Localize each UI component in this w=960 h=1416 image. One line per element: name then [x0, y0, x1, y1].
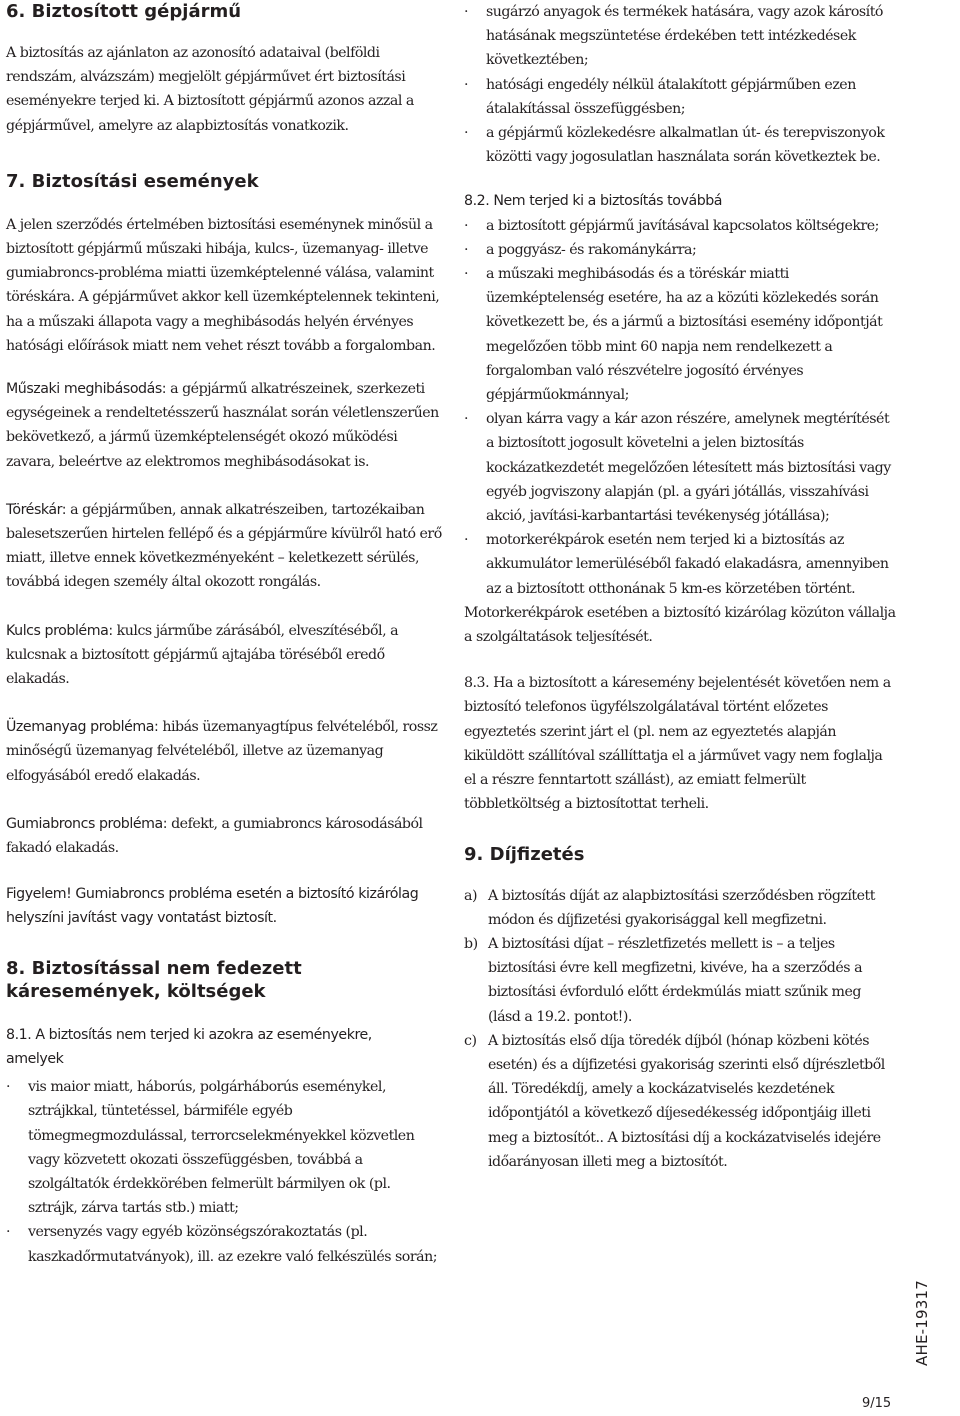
section-8-2-title: 8.2. Nem terjed ki a biztosítás továbbá [464, 193, 723, 210]
section-7-title: 7. Biztosítási események [6, 170, 259, 192]
definition-label: Kulcs probléma: [6, 622, 113, 639]
list-item [464, 528, 896, 601]
bullet-icon: · [464, 266, 469, 283]
list-item-text: sugárzó anyagok és termékek hatására, vagy azok károsító hatásának megszüntetése érdekében tett intézkedések következtében; [486, 4, 883, 69]
list-item-text: versenyzés vagy egyéb közönségszórakoztatás (pl. kaszkadőrmutatványok), ill. az ezekre való felkészülés során; [28, 1224, 438, 1265]
list-item-text: motorkerékpárok esetén nem terjed ki a biztosítás az akkumulátor lemerüléséből fakadó elakadásra, amennyiben az a biztosított otthonának 5 km-es körzetében történt. [486, 532, 889, 597]
page-number: 9/15 [862, 1396, 892, 1411]
list-item-text: a poggyász- és rakománykárra; [486, 241, 697, 258]
list-marker: c) [464, 1032, 477, 1049]
section-9-title: 9. Díjfizetés [464, 843, 585, 865]
bullet-icon: · [6, 1224, 11, 1241]
document-code: AHE-19317 [913, 1280, 931, 1366]
list-item [464, 884, 896, 932]
definition-label: Gumiabroncs probléma: [6, 815, 168, 832]
bullet-icon: · [464, 411, 469, 428]
list-item-text: A biztosítási díjat – részletfizetés mellett is – a teljes biztosítási évre kell megfizetni, kivéve, ha a szerződés a biztosítási évforduló előtt érdekmúlás miatt szűnik meg (lásd a 19.2. pontot!). [488, 935, 863, 1025]
list-item-text: hatósági engedély nélkül átalakított gépjárműben ezen átalakítással összefüggésben; [486, 76, 856, 117]
list-item [464, 121, 896, 169]
definition-text: kulcs járműbe zárásából, elveszítéséből, a kulcsnak a biztosított gépjármű ajtajába töréséből eredő elakadás. [6, 622, 399, 688]
list-item [464, 1029, 896, 1174]
definition-label: Műszaki meghibásodás: [6, 381, 167, 398]
bullet-icon: · [464, 241, 469, 258]
bullet-icon: · [464, 217, 469, 234]
section-8-3: 8.3. Ha a biztosított a káresemény bejelentését követően nem a biztosító telefonos ügyfélszolgálatával történt előzetes egyeztetés szerint járt el (pl. nem az egyeztetés alapján kiküldött szállítóval szállíttatja el a járművet vagy nem foglalja el a részre fenntartott szállást), az emiatt felmerült többletköltség a biztosítottat terheli. [464, 675, 891, 813]
definition-breakage [6, 498, 442, 595]
list-item [464, 932, 896, 1029]
list-item [6, 1220, 442, 1268]
section-6-body: A biztosítás az ajánlaton az azonosító adataival (belföldi rendszám, alvázszám) megjelölt gépjárművet ért biztosítási eseményekre terjed ki. A biztosított gépjármű azonos azzal a gépjárművel, amelyre az alapbiztosítás vonatkozik. [6, 45, 414, 134]
definition-label: Töréskár: [6, 501, 67, 518]
definition-text: hibás üzemanyagtípus felvételéből, rossz minőségű üzemanyag felvételéből, illetve az üzemanyag elfogyásából eredő elakadás. [6, 719, 438, 784]
bullet-icon: · [464, 4, 469, 20]
list-item-text: a gépjármű közlekedésre alkalmatlan út- és terepviszonyok közötti vagy jogosulatlan használata során következtek be. [486, 125, 885, 166]
section-6-title: 6. Biztosított gépjármű [6, 1, 242, 22]
section-7-intro: A jelen szerződés értelmében biztosítási eseménynek minősül a biztosított gépjármű műszaki hibája, kulcs-, üzemanyag- illetve gumiabroncs-probléma miatti üzemképtelenné válása, valamint töréskára. A gépjárművet akkor kell üzemképtelennek tekinteni, ha a műszaki állapota vagy a meghibásodás helyén érvényes hatósági előírások miatt nem vehet részt tovább a forgalomban. [6, 216, 440, 354]
list-item-text: vis maior miatt, háborús, polgárháborús eseménykel, sztrájkkal, tüntetéssel, bármiféle egyéb tömegmegmozdulással, terrorcselekményekkel közvetlen vagy közvetett okozati összefüggésben, továbbá a szolgáltatók érdekkörében felmerült bármilyen ok (pl. sztrájk, zárva tartás stb.) miatt; [28, 1079, 415, 1217]
list-item-text: A biztosítás első díja töredék díjból (hónap közbeni kötés esetén) és a díjfizetési gyakoriság szerinti első díjrészletből áll. Töredékdíj, amely a kockázatviselés kezdetének időpontjától a következő díjesedékesség időpontjáig illeti meg a biztosítót.. A biztosítási díj a kockázatviselés idejére időarányosan illeti meg a biztosítót. [488, 1032, 885, 1170]
list-item-text: a műszaki meghibásodás és a töréskár miatti üzemképtelenség esetére, ha az a közúti közlekedés során következett be, és a jármű a biztosítási esemény időpontját megelőzően több mint 60 napja nem rendelkezett a forgalomban való részvételre jogosító érvényes gépjárműokmánnyal; [486, 266, 883, 404]
list-item [464, 407, 896, 528]
bullet-icon: · [464, 125, 469, 142]
definition-key-problem [6, 619, 442, 692]
definition-text: a gépjárműben, annak alkatrészeiben, tartozékaiban balesetszerűen hirtelen fellépő és a gépjárműre kívülről ható erő miatt, illetve ennek következményeként – keletkezett sérülés, továbbá idegen személy által okozott rongálás. [6, 501, 442, 591]
definition-technical-fault [6, 377, 442, 474]
list-item-text: A biztosítás díját az alapbiztosítási szerződésben rögzített módon és díjfizetési gyakorisággal kell megfizetni. [488, 887, 875, 928]
bullet-icon: · [464, 76, 469, 93]
definition-tyre-problem [6, 812, 442, 860]
definition-text: defekt, a gumiabroncs károsodásából fakadó elakadás. [6, 815, 423, 857]
list-item [464, 73, 896, 121]
section-8-2-note: Motorkerékpárok esetében a biztosító kizárólag közúton vállalja a szolgáltatások teljesítését. [464, 604, 896, 646]
list-item [6, 1075, 442, 1220]
list-item [464, 238, 896, 262]
definition-fuel-problem [6, 715, 442, 788]
section-8-1-title: 8.1. A biztosítás nem terjed ki azokra az eseményekre, amelyek [6, 1026, 372, 1067]
section-8-title: 8. Biztosítással nem fedezett káresemények, költségek [6, 957, 302, 1002]
right-column [464, 0, 896, 1174]
list-item-text: a biztosított gépjármű javításával kapcsolatos költségekre; [486, 217, 879, 234]
bullet-icon: · [464, 532, 469, 549]
list-marker: b) [464, 935, 478, 952]
bullet-icon: · [6, 1079, 11, 1096]
left-column [6, 0, 442, 1269]
tyre-warning: Figyelem! Gumiabroncs probléma esetén a biztosító kizárólag helyszíni javítást vagy vontatást biztosít. [6, 886, 419, 927]
list-item [464, 0, 896, 73]
list-item [464, 262, 896, 407]
list-item-text: olyan kárra vagy a kár azon részére, amelynek megtérítését a biztosított jogosult követelni a jelen biztosítás kockázatkezdetét megelőzően létesített más biztosítási vagy egyéb jogviszony alapján (pl. a gyári jótállás, visszahívási akció, javítási-karbantartási tevékenység jótállása); [486, 411, 891, 525]
list-marker: a) [464, 887, 477, 904]
definition-label: Üzemanyag probléma: [6, 719, 159, 736]
list-item [464, 214, 896, 238]
definition-text: a gépjármű alkatrészeinek, szerkezeti egységeinek a rendeltetésszerű használat során véletlenszerűen bekövetkező, a jármű üzemképtelenségét okozó működési zavara, beleértve az elektromos meghibásodásokat is. [6, 381, 439, 470]
